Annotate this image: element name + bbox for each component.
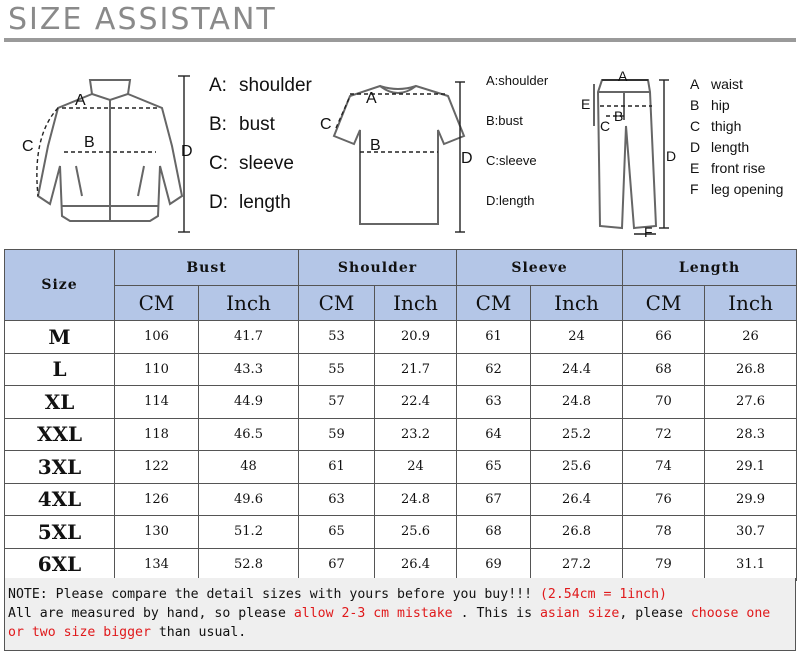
legend-item xyxy=(486,72,548,112)
pants-letter-c: C xyxy=(600,118,611,134)
measurement-cell: 114 xyxy=(115,386,199,419)
measurement-cell: 52.8 xyxy=(199,548,299,581)
legend-key: B: xyxy=(209,114,227,135)
note-line-1 xyxy=(8,585,792,604)
legend-label: waist xyxy=(711,76,743,92)
measurement-cell: 110 xyxy=(115,353,199,386)
measurement-cell: 134 xyxy=(115,548,199,581)
size-label-cell: XL xyxy=(5,386,115,419)
note-text: than usual. xyxy=(150,625,247,640)
table-row xyxy=(5,548,797,581)
legend-label: front rise xyxy=(711,160,766,176)
measurement-cell: 51.2 xyxy=(199,516,299,549)
measurement-cell: 26.8 xyxy=(531,516,623,549)
legend-key: A xyxy=(690,76,700,92)
size-column-header: Size xyxy=(5,250,115,321)
measurement-cell: 106 xyxy=(115,321,199,354)
measurement-cell: 67 xyxy=(457,483,531,516)
page-title: SIZE ASSISTANT xyxy=(8,2,277,37)
legend-label: length xyxy=(499,193,535,208)
legend-item xyxy=(486,152,548,192)
table-row xyxy=(5,321,797,354)
legend-label: bust xyxy=(498,113,523,128)
measurement-cell: 27.2 xyxy=(531,548,623,581)
measurement-cell: 46.5 xyxy=(199,418,299,451)
measurement-cell: 57 xyxy=(299,386,375,419)
tshirt-letter-d: D xyxy=(461,150,473,167)
measurement-cell: 68 xyxy=(457,516,531,549)
table-row xyxy=(5,516,797,549)
size-label-cell: 4XL xyxy=(5,483,115,516)
pants-letter-f: F xyxy=(644,224,653,240)
measurement-cell: 63 xyxy=(457,386,531,419)
measurement-cell: 64 xyxy=(457,418,531,451)
legend-item xyxy=(209,150,312,189)
jacket-letter-a: A xyxy=(75,92,86,109)
measurement-cell: 78 xyxy=(623,516,705,549)
legend-item xyxy=(209,72,312,111)
pants-legend xyxy=(690,75,783,201)
jacket-legend xyxy=(209,72,312,228)
measurement-cell: 28.3 xyxy=(705,418,797,451)
measurement-cell: 27.6 xyxy=(705,386,797,419)
measurement-cell: 68 xyxy=(623,353,705,386)
measurement-cell: 24 xyxy=(375,451,457,484)
size-label-cell: M xyxy=(5,321,115,354)
measurement-cell: 76 xyxy=(623,483,705,516)
size-label-cell: 3XL xyxy=(5,451,115,484)
table-group-header xyxy=(5,250,797,286)
legend-key: E xyxy=(690,160,700,176)
pants-letter-e: E xyxy=(581,96,591,112)
size-label-cell: 5XL xyxy=(5,516,115,549)
measurement-cell: 23.2 xyxy=(375,418,457,451)
jacket-diagram xyxy=(10,56,200,244)
tshirt-letter-a: A xyxy=(366,90,377,107)
measurement-cell: 48 xyxy=(199,451,299,484)
unit-header: CM xyxy=(457,286,531,321)
note-highlight: or two size bigger xyxy=(8,625,151,640)
measurement-cell: 61 xyxy=(457,321,531,354)
legend-key: C xyxy=(690,118,701,134)
unit-header: Inch xyxy=(199,286,299,321)
pants-letter-a: A xyxy=(618,68,628,84)
table-row xyxy=(5,451,797,484)
measurement-cell: 79 xyxy=(623,548,705,581)
measurement-cell: 41.7 xyxy=(199,321,299,354)
note-highlight: choose one xyxy=(690,606,771,621)
legend-item xyxy=(209,111,312,150)
unit-header: CM xyxy=(115,286,199,321)
jacket-illustration xyxy=(10,56,200,244)
note-text: . This is xyxy=(452,606,540,621)
tshirt-letter-b: B xyxy=(370,137,381,154)
legend-label: hip xyxy=(711,97,730,113)
measurement-cell: 26 xyxy=(705,321,797,354)
jacket-letter-c: C xyxy=(22,138,34,155)
legend-key: B xyxy=(690,97,700,113)
table-row xyxy=(5,483,797,516)
measurement-cell: 67 xyxy=(299,548,375,581)
measurement-cell: 43.3 xyxy=(199,353,299,386)
note-line-2 xyxy=(8,604,792,623)
jacket-letter-d: D xyxy=(181,143,193,160)
measurement-cell: 69 xyxy=(457,548,531,581)
note-highlight: asian size xyxy=(539,606,620,621)
legend-label: length xyxy=(711,139,750,155)
legend-label: sleeve xyxy=(499,153,537,168)
measurement-cell: 20.9 xyxy=(375,321,457,354)
measurement-cell: 118 xyxy=(115,418,199,451)
measurement-cell: 130 xyxy=(115,516,199,549)
measurement-cell: 24 xyxy=(531,321,623,354)
measurement-cell: 25.6 xyxy=(375,516,457,549)
measurement-cell: 26.4 xyxy=(375,548,457,581)
table-row xyxy=(5,353,797,386)
measurement-cell: 26.8 xyxy=(705,353,797,386)
measurement-cell: 126 xyxy=(115,483,199,516)
pants-letter-d: D xyxy=(666,148,677,164)
sizing-note xyxy=(4,578,796,651)
table-body xyxy=(5,321,797,581)
measurement-cell: 24.4 xyxy=(531,353,623,386)
measurement-cell: 21.7 xyxy=(375,353,457,386)
tshirt-diagram xyxy=(318,56,480,244)
tshirt-legend xyxy=(486,72,548,232)
legend-key: F xyxy=(690,181,699,197)
legend-key: D: xyxy=(209,192,228,213)
measurement-cell: 122 xyxy=(115,451,199,484)
measurement-cell: 44.9 xyxy=(199,386,299,419)
legend-item xyxy=(209,189,312,228)
legend-key: C: xyxy=(209,153,228,174)
measurement-cell: 29.1 xyxy=(705,451,797,484)
legend-item xyxy=(690,75,783,96)
group-header-length: Length xyxy=(623,250,797,286)
title-divider xyxy=(4,38,796,42)
unit-header: Inch xyxy=(375,286,457,321)
legend-key: D xyxy=(690,139,701,155)
measurement-cell: 72 xyxy=(623,418,705,451)
unit-header: CM xyxy=(623,286,705,321)
measurement-cell: 26.4 xyxy=(531,483,623,516)
tshirt-illustration xyxy=(318,56,480,244)
measurement-cell: 49.6 xyxy=(199,483,299,516)
unit-header: Inch xyxy=(705,286,797,321)
measurement-cell: 59 xyxy=(299,418,375,451)
size-label-cell: L xyxy=(5,353,115,386)
measurement-cell: 62 xyxy=(457,353,531,386)
measurement-cell: 74 xyxy=(623,451,705,484)
legend-key: C: xyxy=(486,153,499,168)
note-text: All are measured by hand, so please xyxy=(8,606,294,621)
measurement-cell: 70 xyxy=(623,386,705,419)
legend-item xyxy=(690,96,783,117)
measurement-cell: 63 xyxy=(299,483,375,516)
legend-item xyxy=(690,117,783,138)
table-row xyxy=(5,418,797,451)
measurement-cell: 65 xyxy=(299,516,375,549)
measurement-cell: 55 xyxy=(299,353,375,386)
legend-label: length xyxy=(239,192,291,213)
note-text: NOTE: Please compare the detail sizes with yours before you buy!!! xyxy=(8,587,540,602)
note-text: , please xyxy=(619,606,691,621)
measurement-cell: 65 xyxy=(457,451,531,484)
measurement-cell: 25.2 xyxy=(531,418,623,451)
legend-item xyxy=(690,180,783,201)
group-header-sleeve: Sleeve xyxy=(457,250,623,286)
legend-key: D: xyxy=(486,193,499,208)
legend-label: shoulder xyxy=(239,75,312,96)
note-highlight: allow 2-3 cm mistake xyxy=(293,606,453,621)
size-chart-table xyxy=(4,249,797,581)
legend-item xyxy=(690,159,783,180)
legend-item xyxy=(486,192,548,232)
jacket-letter-b: B xyxy=(84,134,95,151)
measurement-cell: 66 xyxy=(623,321,705,354)
measurement-cell: 22.4 xyxy=(375,386,457,419)
legend-item xyxy=(690,138,783,159)
legend-item xyxy=(486,112,548,152)
measurement-cell: 30.7 xyxy=(705,516,797,549)
legend-label: leg opening xyxy=(711,181,784,197)
legend-label: thigh xyxy=(711,118,742,134)
measurement-cell: 24.8 xyxy=(375,483,457,516)
legend-label: shoulder xyxy=(498,73,549,88)
measurement-cell: 53 xyxy=(299,321,375,354)
size-label-cell: 6XL xyxy=(5,548,115,581)
unit-header: Inch xyxy=(531,286,623,321)
measurement-cell: 31.1 xyxy=(705,548,797,581)
tshirt-letter-c: C xyxy=(320,116,332,133)
legend-label: bust xyxy=(239,114,275,135)
table-unit-header xyxy=(5,286,797,321)
pants-letter-b: B xyxy=(614,108,624,124)
legend-key: B: xyxy=(486,113,499,128)
note-line-3 xyxy=(8,623,792,642)
size-label-cell: XXL xyxy=(5,418,115,451)
note-conversion: (2.54cm = 1inch) xyxy=(539,587,667,602)
unit-header: CM xyxy=(299,286,375,321)
legend-key: A: xyxy=(209,75,227,96)
table-row xyxy=(5,386,797,419)
group-header-shoulder: Shoulder xyxy=(299,250,457,286)
measurement-cell: 61 xyxy=(299,451,375,484)
legend-label: sleeve xyxy=(239,153,294,174)
measurement-cell: 25.6 xyxy=(531,451,623,484)
measurement-cell: 24.8 xyxy=(531,386,623,419)
legend-key: A: xyxy=(486,73,499,88)
group-header-bust: Bust xyxy=(115,250,299,286)
measurement-cell: 29.9 xyxy=(705,483,797,516)
